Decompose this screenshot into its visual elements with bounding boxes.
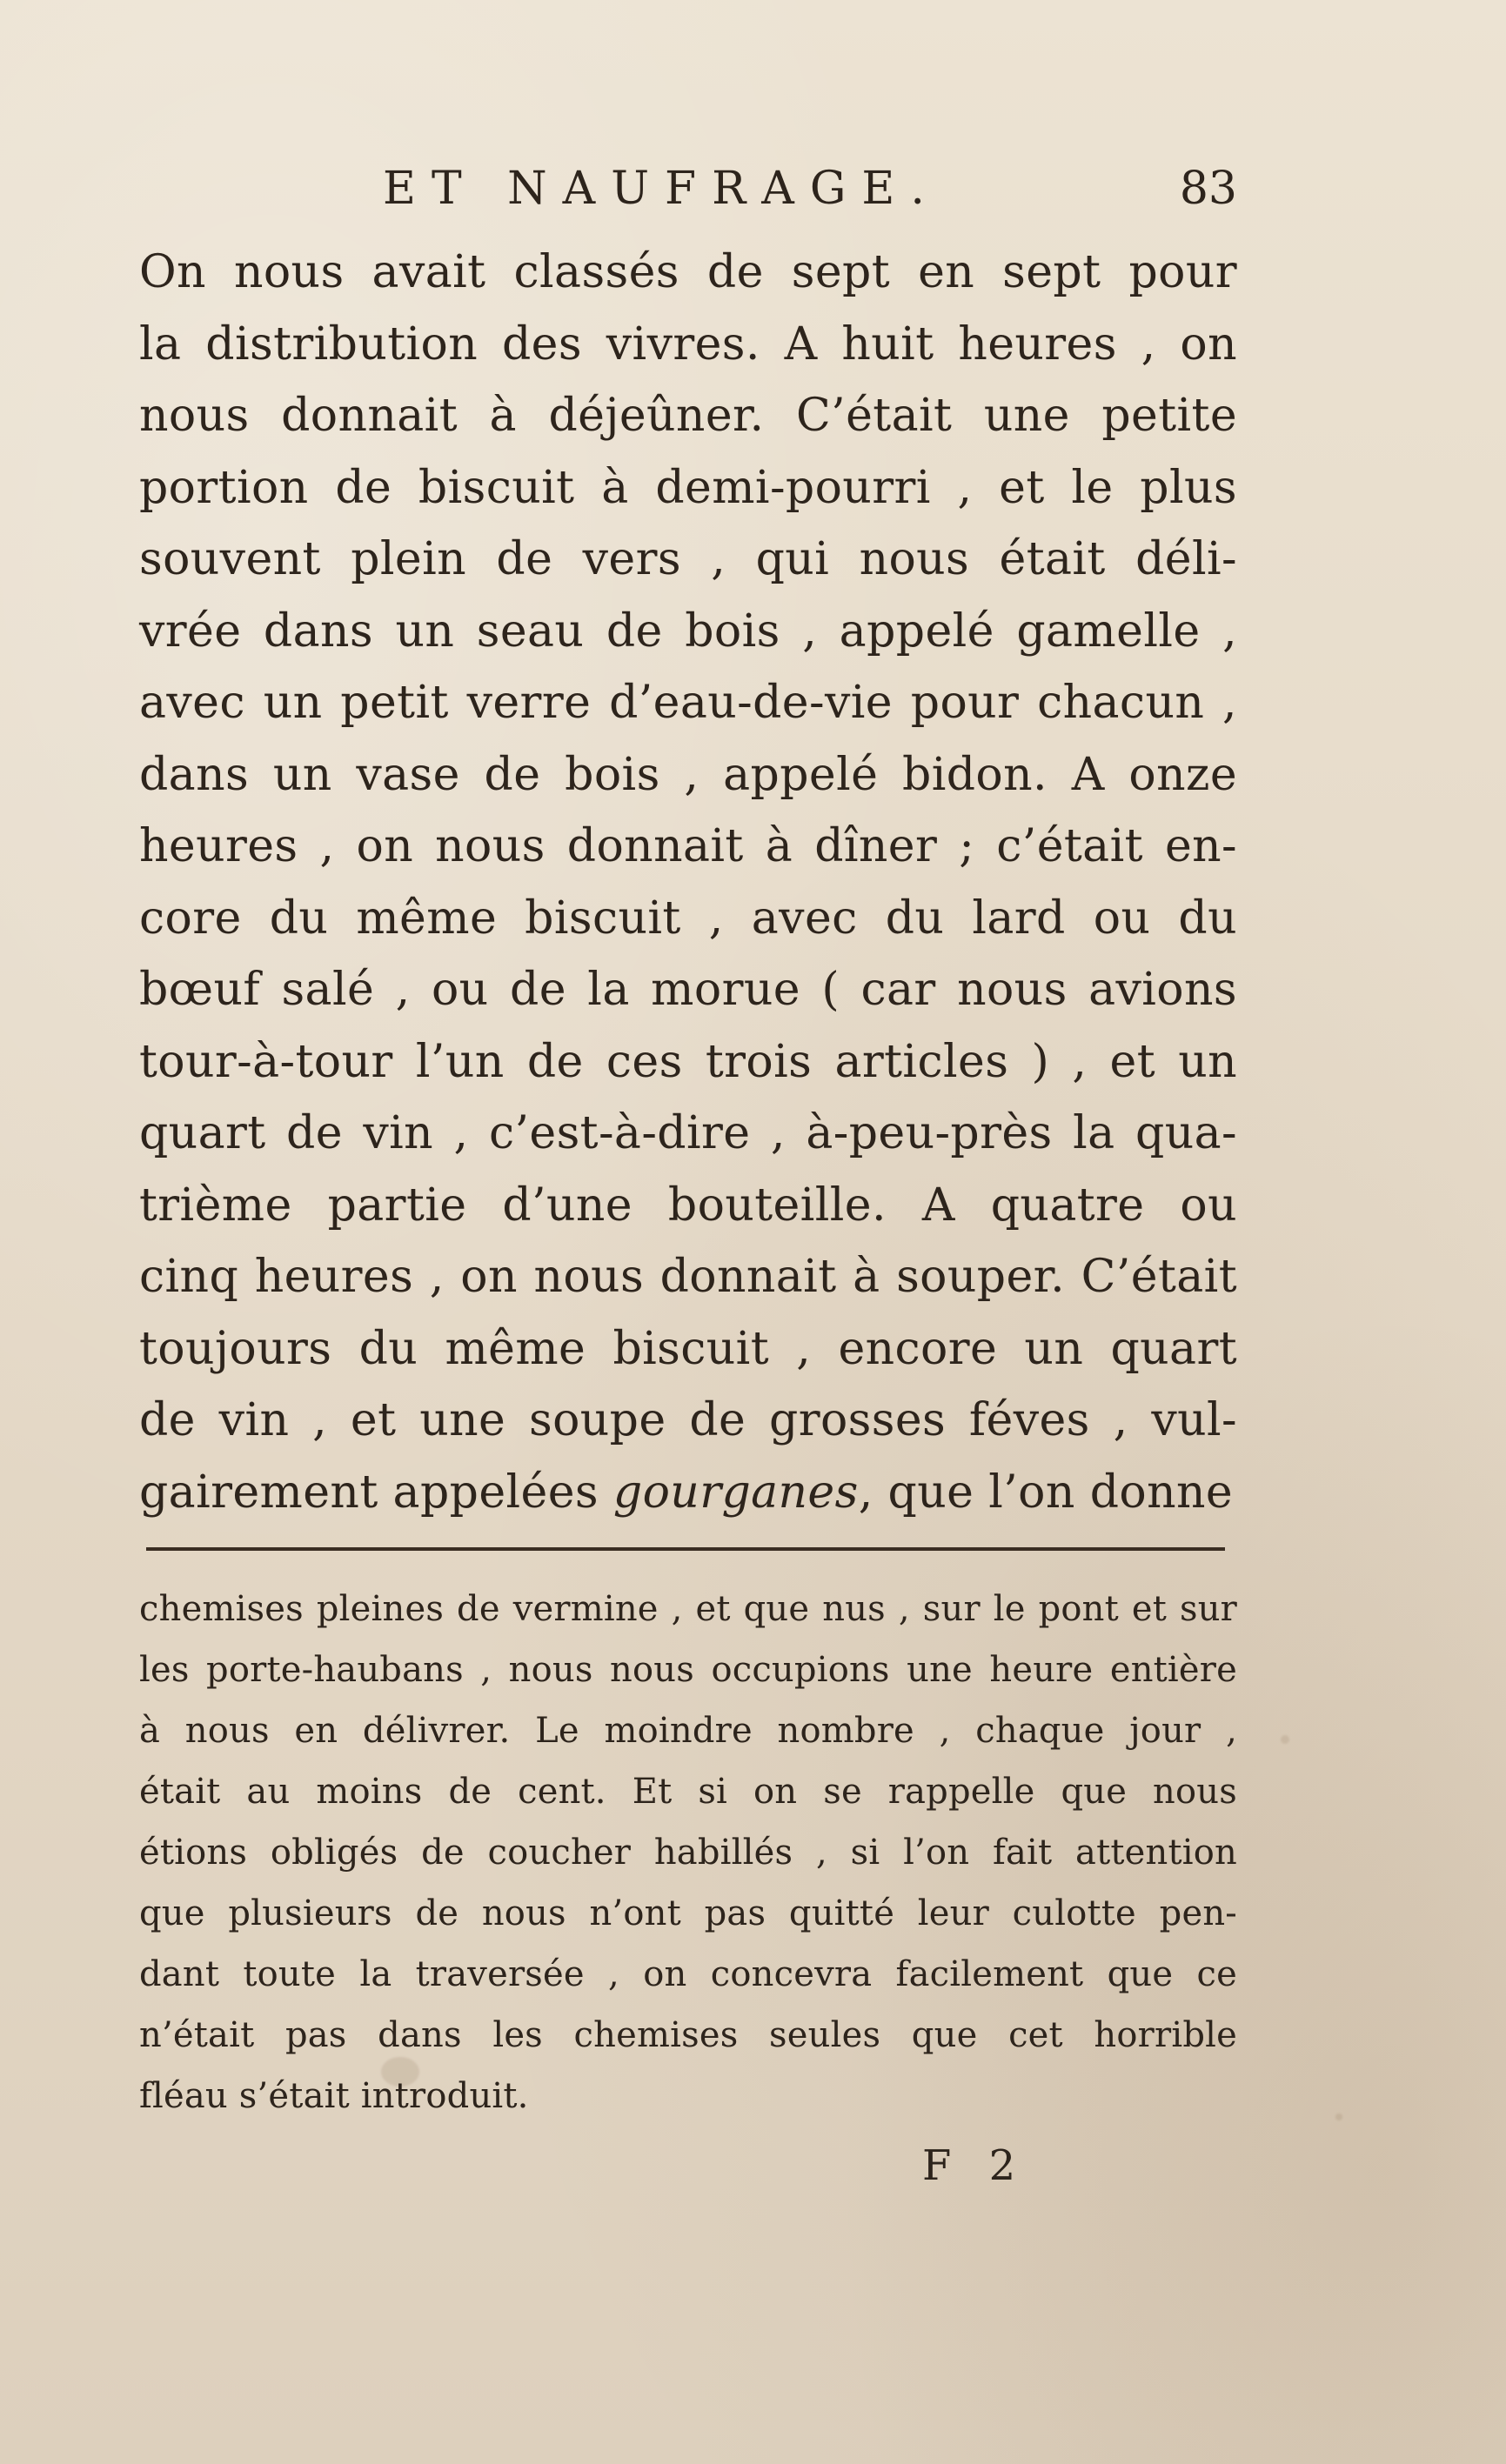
text-line: On nous avait classés de sept en sept pour — [139, 246, 1237, 298]
text-line: souvent plein de vers , qui nous était déli- — [139, 533, 1237, 585]
page-number: 83 — [1179, 163, 1237, 215]
text-line: heures , on nous donnait à dîner ; c’était en- — [139, 820, 1237, 872]
footnote-line: à nous en délivrer. Le moindre nombre , chaque jour , — [139, 1711, 1237, 1751]
main-text — [139, 237, 1237, 1528]
footnote-line: était au moins de cent. Et si on se rappelle que nous — [139, 1772, 1237, 1812]
text-line: core du même biscuit , avec du lard ou du — [139, 891, 1237, 945]
footnote-line: dant toute la traversée , on concevra facilement que ce — [139, 1954, 1237, 1994]
footnote-line: fléau s’était introduit. — [139, 2076, 529, 2116]
text-line: portion de biscuit à demi-pourri , et le plus — [139, 461, 1237, 514]
paper-stain — [1335, 2113, 1342, 2120]
signature-mark: F 2 — [922, 2141, 1028, 2190]
text-line: la distribution des vivres. A huit heures , on — [139, 317, 1237, 371]
footnote-rule — [146, 1547, 1225, 1551]
italic-term: gourganes — [612, 1466, 859, 1519]
footnote-line: étions obligés de coucher habillés , si l’on fait attention — [139, 1833, 1237, 1873]
text-line: cinq heures , on nous donnait à souper. C’était — [139, 1251, 1237, 1303]
text-line: toujours du même biscuit , encore un quart — [139, 1322, 1237, 1375]
footnote-line: n’était pas dans les chemises seules que cet horrible — [139, 2015, 1237, 2055]
text-line: quart de vin , c’est-à-dire , à-peu-près la qua- — [139, 1107, 1237, 1159]
footnote-line: les porte-haubans , nous nous occupions une heure entière — [139, 1650, 1237, 1690]
text-fragment: , que l’on donne — [858, 1466, 1234, 1519]
text-line: avec un petit verre d’eau-de-vie pour chacun , — [139, 677, 1237, 729]
text-line: de vin , et une soupe de grosses féves , vul- — [139, 1394, 1237, 1446]
footnote — [139, 1579, 1237, 2127]
footnote-line: que plusieurs de nous n’ont pas quitté leur culotte pen- — [139, 1893, 1237, 1933]
text-line: vrée dans un seau de bois , appelé gamelle , — [139, 604, 1237, 658]
text-line: nous donnait à déjeûner. C’était une petite — [139, 390, 1237, 442]
text-line — [139, 1457, 1237, 1529]
text-fragment: gairement appelées — [139, 1466, 613, 1519]
running-head — [139, 158, 1237, 219]
footnote-line: chemises pleines de vermine , et que nus , sur le pont et sur — [139, 1589, 1237, 1629]
text-line: bœuf salé , ou de la morue ( car nous avions — [139, 964, 1237, 1016]
text-line: trième partie d’une bouteille. A quatre ou — [139, 1179, 1237, 1232]
text-line: dans un vase de bois , appelé bidon. A onze — [139, 748, 1237, 801]
running-title: ET NAUFRAGE. — [383, 163, 940, 215]
text-line: tour-à-tour l’un de ces trois articles ) , et un — [139, 1035, 1237, 1088]
paper-stain — [1281, 1735, 1289, 1744]
